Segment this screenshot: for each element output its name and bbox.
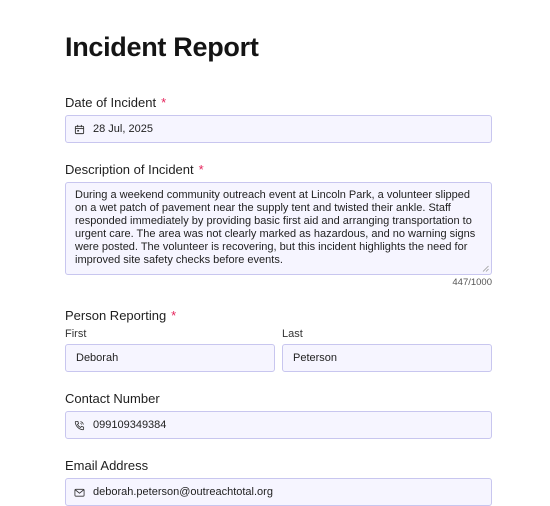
date-value: 28 Jul, 2025 (93, 123, 153, 135)
date-label (65, 95, 166, 110)
resize-handle-icon[interactable] (482, 265, 489, 272)
required-asterisk: * (171, 308, 177, 323)
first-name-label: First (65, 328, 87, 340)
email-field[interactable] (65, 478, 492, 506)
description-textarea[interactable] (65, 182, 492, 275)
person-label-text: Person Reporting (65, 308, 167, 323)
description-label (65, 162, 204, 177)
person-label (65, 308, 176, 323)
phone-icon (73, 419, 85, 431)
email-label: Email Address (65, 458, 149, 473)
calendar-icon (73, 123, 85, 135)
email-value: deborah.peterson@outreachtotal.org (93, 486, 273, 498)
date-field[interactable] (65, 115, 492, 143)
required-asterisk: * (161, 95, 167, 110)
first-name-value: Deborah (76, 352, 119, 364)
contact-label: Contact Number (65, 391, 160, 406)
contact-value: 099109349384 (93, 419, 167, 431)
date-label-text: Date of Incident (65, 95, 157, 110)
last-name-value: Peterson (293, 352, 338, 364)
mail-icon (73, 486, 85, 498)
required-asterisk: * (198, 162, 204, 177)
contact-field[interactable] (65, 411, 492, 439)
first-name-field[interactable] (65, 344, 275, 372)
character-counter: 447/1000 (452, 277, 492, 288)
description-value: During a weekend community outreach event at Lincoln Park, a volunteer slipped on a wet patch of pavement near the supply tent and twisted their ankle. Staff responded immediately by providing basic first aid and arranging transportation to urgent care. The area was not clearly marked as hazardous, and no warning signs were posted. The volunteer is recovering, but this incident highlights the need for improved site safety checks before events. (75, 189, 476, 266)
page-title: Incident Report (65, 32, 259, 62)
description-label-text: Description of Incident (65, 162, 194, 177)
last-name-field[interactable] (282, 344, 492, 372)
last-name-label: Last (282, 328, 303, 340)
